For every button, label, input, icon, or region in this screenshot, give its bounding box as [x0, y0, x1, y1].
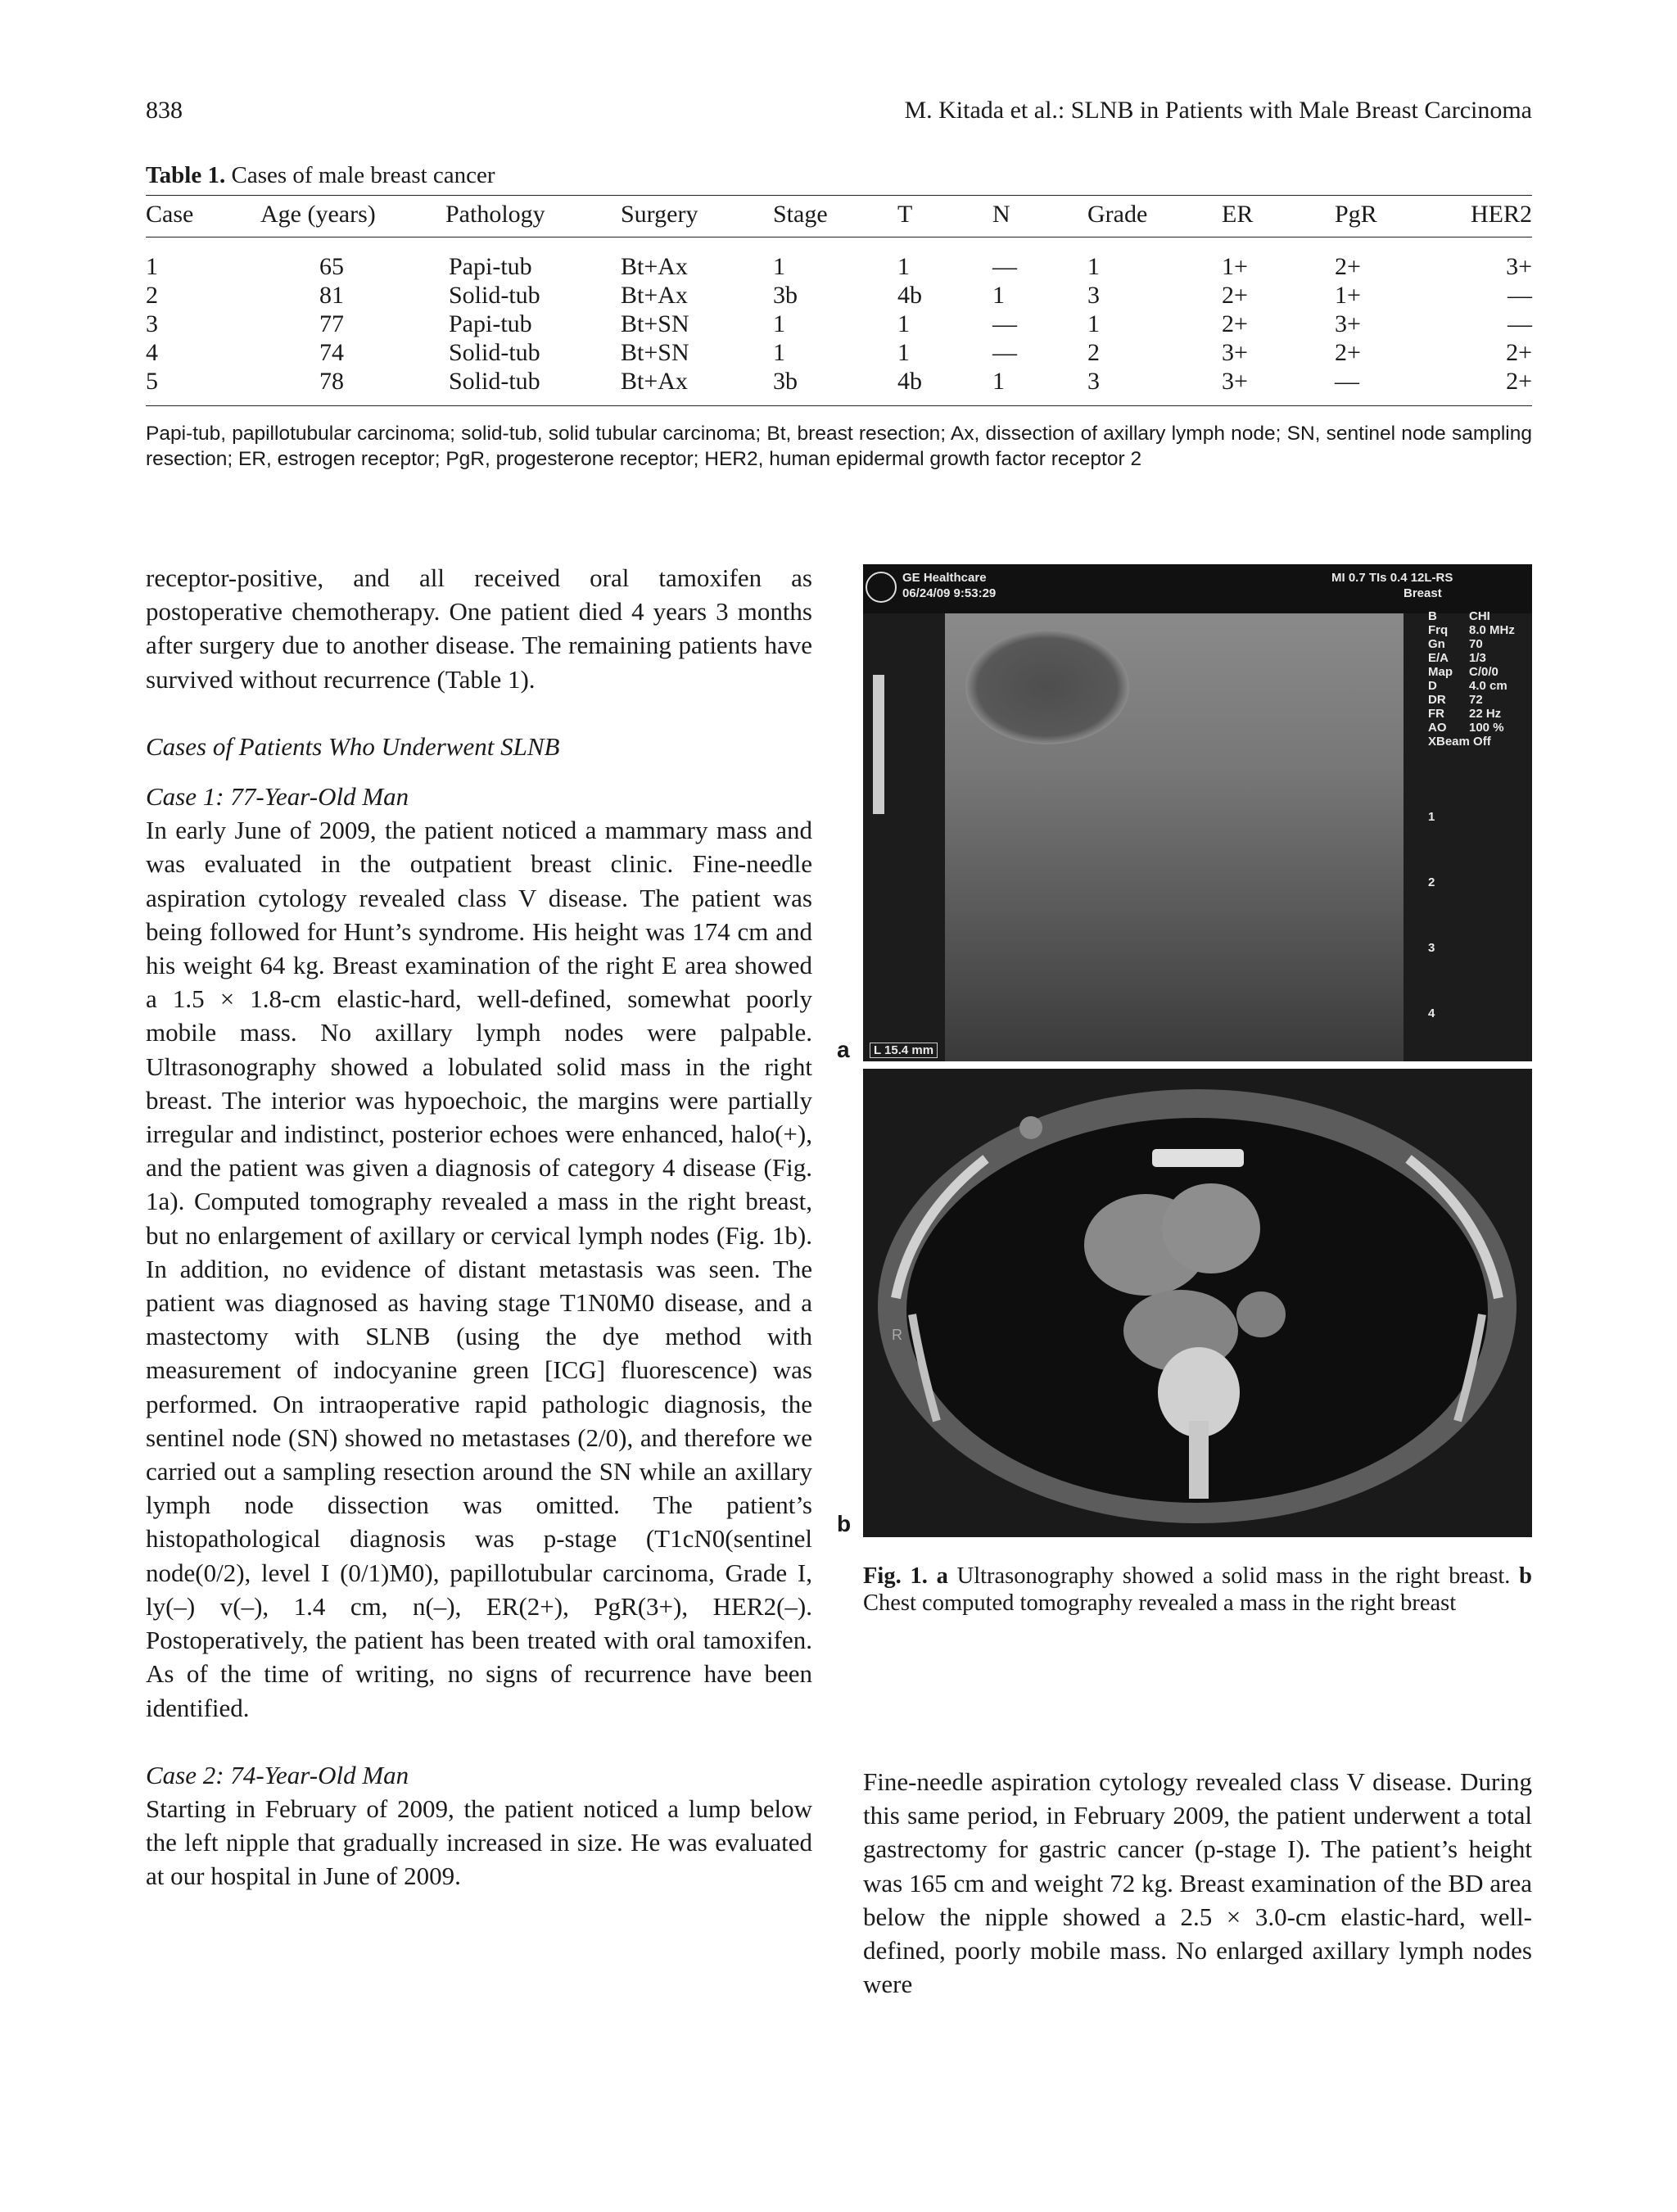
us-top-right: MI 0.7 TIs 0.4 12L-RS [1331, 571, 1453, 585]
us-measure: L 15.4 mm [870, 1043, 938, 1058]
right-column [863, 1765, 1532, 2001]
table-cell: Solid-tub [449, 282, 540, 309]
col-header: Pathology [445, 196, 621, 237]
table-label: Table 1. [146, 162, 226, 188]
table-caption-text: Cases of male breast cancer [231, 162, 495, 188]
table-cell: 2+ [1506, 339, 1532, 366]
col-header: Age (years) [260, 196, 445, 237]
caption-b-text: Chest computed tomography revealed a mass in the right breast [863, 1590, 1457, 1616]
case1-text: In early June of 2009, the patient noticed a mammary mass and was evaluated in the outpatient breast clinic. Fine-needle aspiration cytology revealed class V disease. The patient was being followed for Hunt’s syndrome. His height was 174 cm and his weight 64 kg. Breast examination of the right E area showed a 1.5 × 1.8-cm elastic-hard, well-defined, somewhat poorly mobile mass. No axillary lymph nodes were palpable. Ultrasonography showed a lobulated solid mass in the right breast. The interior was hypoechoic, the margins were partially irregular and indistinct, posterior echoes were enhanced, halo(+), and the patient was given a diagnosis of category 4 disease (Fig. 1a). Computed tomography revealed a mass in the right breast, but no enlargement of axillary or cervical lymph nodes (Fig. 1b). In addition, no evidence of distant metastasis was seen. The patient was diagnosed as having stage T1N0M0 disease, and a mastectomy with SLNB (using the dye method with measurement of indocyanine green [ICG] fluorescence) was performed. On intraoperative rapid pathologic diagnosis, the sentinel node (SN) showed no metastases (2/0), and therefore we carried out a sampling resection around the SN while an axillary lymph node dissection was omitted. The patient’s histopathological diagnosis was p-stage (T1cN0(sentinel node(0/2), level I (0/1)M0), papillotubular carcinoma, Grade I, ly(–) v(–), 1.4 cm, n(–), ER(2+), PgR(3+), HER2(–). Postoperatively, the patient has been treated with oral tamoxifen. As of the time of writing, no signs of recurrence have been identified. [146, 816, 812, 1722]
panel-b-label: b [837, 1511, 852, 1536]
table-cell: 2+ [1222, 310, 1248, 337]
table-cell: 4b [897, 282, 922, 309]
figure-caption-label: Fig. 1. [863, 1563, 928, 1589]
us-depth-3: 3 [1428, 941, 1435, 955]
table-cell: Bt+Ax [621, 282, 688, 309]
col-header: N [992, 196, 1087, 237]
us-mode: Breast [1404, 586, 1442, 600]
col-header: Stage [773, 196, 897, 237]
col-header: T [897, 196, 992, 237]
section-heading: Cases of Patients Who Underwent SLNB [146, 731, 560, 761]
table-cell: 4b [897, 367, 992, 406]
table-cell: 2 [1087, 339, 1100, 366]
table-footnote: Papi-tub, papillotubular carcinoma; solid-tub, solid tubular carcinoma; Bt, breast resection; Ax, dissection of axillary lymph node; SN, sentinel node sampling resection; ER, estrogen receptor; PgR, progesterone receptor; HER2, human epidermal growth factor receptor 2 [146, 423, 1532, 470]
col-header: Case [146, 196, 260, 237]
table-cell: Papi-tub [449, 310, 532, 337]
table-cell: 3b [773, 367, 897, 406]
table-cell: 1+ [1335, 282, 1361, 309]
table-cell: — [1507, 310, 1532, 337]
table-row [146, 310, 1532, 338]
table-cell: 5 [146, 367, 260, 406]
table-row [146, 281, 1532, 310]
table-cell: 2+ [1335, 253, 1361, 280]
left-column [146, 561, 812, 1893]
table-cell: Papi-tub [449, 253, 532, 280]
table-cell: 3+ [1222, 339, 1248, 366]
table-row [146, 237, 1532, 282]
table-cell: Bt+Ax [621, 367, 773, 406]
table-cell: 3 [1087, 367, 1222, 406]
table-cell: 3b [773, 282, 798, 309]
table-cell: 78 [260, 367, 445, 406]
table-cell: 3 [146, 310, 158, 337]
ct-marker: R [892, 1327, 902, 1343]
table-cell: 3+ [1506, 253, 1532, 280]
table-cell: 1 [773, 310, 785, 337]
table-cell: 1 [897, 310, 910, 337]
caption-b-label: b [1519, 1563, 1533, 1589]
table-header-row [146, 196, 1532, 237]
col-header: Grade [1087, 196, 1222, 237]
col-header: Surgery [621, 196, 773, 237]
table-cell: 4 [146, 339, 158, 366]
table-cell: Bt+SN [621, 339, 689, 366]
table-row [146, 338, 1532, 367]
us-values: CHI 8.0 MHz 70 1/3 C/0/0 4.0 cm 72 22 Hz 100 % [1469, 609, 1515, 735]
table-cell: 2+ [1222, 282, 1248, 309]
case2-text: Starting in February of 2009, the patient noticed a lump below the left nipple that gradually increased in size. He was evaluated at our hospital in June of 2009. [146, 1794, 812, 1891]
table-cell: 1 [773, 339, 785, 366]
table-cell: Solid-tub [445, 367, 621, 406]
case2-heading: Case 2: 74-Year-Old Man [146, 1760, 409, 1789]
table-row [146, 367, 1532, 406]
running-title: M. Kitada et al.: SLNB in Patients with Male Breast Carcinoma [904, 97, 1532, 124]
caption-a-text: Ultrasonography showed a solid mass in the right breast. [956, 1563, 1511, 1589]
panel-a-label: a [837, 1037, 850, 1062]
intro-paragraph: receptor-positive, and all received oral tamoxifen as postoperative chemotherapy. One patient died 4 years 3 months after surgery due to another disease. The remaining patients have survived without recurrence (Table 1). [146, 563, 812, 694]
table-1 [146, 195, 1532, 406]
us-vendor: GE Healthcare [902, 571, 987, 585]
table-cell: 1 [146, 253, 158, 280]
table-cell: — [1335, 367, 1448, 406]
table-cell: 1 [1087, 253, 1100, 280]
table-cell: 2 [146, 282, 158, 309]
table-caption [146, 162, 495, 189]
us-params: B Frq Gn E/A Map D DR FR AO XBeam Off [1428, 609, 1491, 749]
table-cell: 1 [992, 367, 1087, 406]
table-cell: 3 [1087, 282, 1100, 309]
us-depth-2: 2 [1428, 875, 1435, 889]
table-cell: — [992, 253, 1017, 280]
col-header: ER [1222, 196, 1335, 237]
table-cell: Solid-tub [449, 339, 540, 366]
table-cell: 3+ [1335, 310, 1361, 337]
table-cell: 74 [319, 339, 344, 366]
us-depth-1: 1 [1428, 810, 1435, 824]
table-cell: 1 [992, 282, 1005, 309]
table-cell: 2+ [1448, 367, 1532, 406]
caption-a-label: a [936, 1563, 948, 1589]
table-cell: 2+ [1335, 339, 1361, 366]
table-cell: — [1507, 282, 1532, 309]
figure-caption [863, 1563, 1532, 1617]
table-cell: Bt+Ax [621, 253, 688, 280]
us-datetime: 06/24/09 9:53:29 [902, 586, 997, 600]
page-number: 838 [146, 97, 183, 124]
col-header: HER2 [1448, 196, 1532, 237]
table-cell: 77 [319, 310, 344, 337]
right-column-text: Fine-needle aspiration cytology revealed class V disease. During this same period, in February 2009, the patient underwent a total gastrectomy for gastric cancer (p-stage I). The patient’s height was 165 cm and weight 72 kg. Breast examination of the BD area below the nipple showed a 2.5 × 3.0-cm elastic-hard, well-defined, poorly mobile mass. No enlarged axillary lymph nodes were [863, 1767, 1532, 1999]
table-cell: 1 [897, 339, 910, 366]
table-cell: 1 [773, 253, 785, 280]
table-cell: 1+ [1222, 253, 1248, 280]
us-depth-4: 4 [1428, 1006, 1435, 1020]
table-cell: — [992, 339, 1017, 366]
table-cell: 1 [897, 253, 910, 280]
table-cell: — [992, 310, 1017, 337]
table-cell: Bt+SN [621, 310, 689, 337]
table-cell: 81 [319, 282, 344, 309]
table-cell: 3+ [1222, 367, 1335, 406]
ct-image [863, 1069, 1532, 1537]
table-cell: 1 [1087, 310, 1100, 337]
ultrasound-image [863, 564, 1532, 1061]
col-header: PgR [1335, 196, 1448, 237]
table-cell: 65 [319, 253, 344, 280]
case1-heading: Case 1: 77-Year-Old Man [146, 782, 409, 812]
